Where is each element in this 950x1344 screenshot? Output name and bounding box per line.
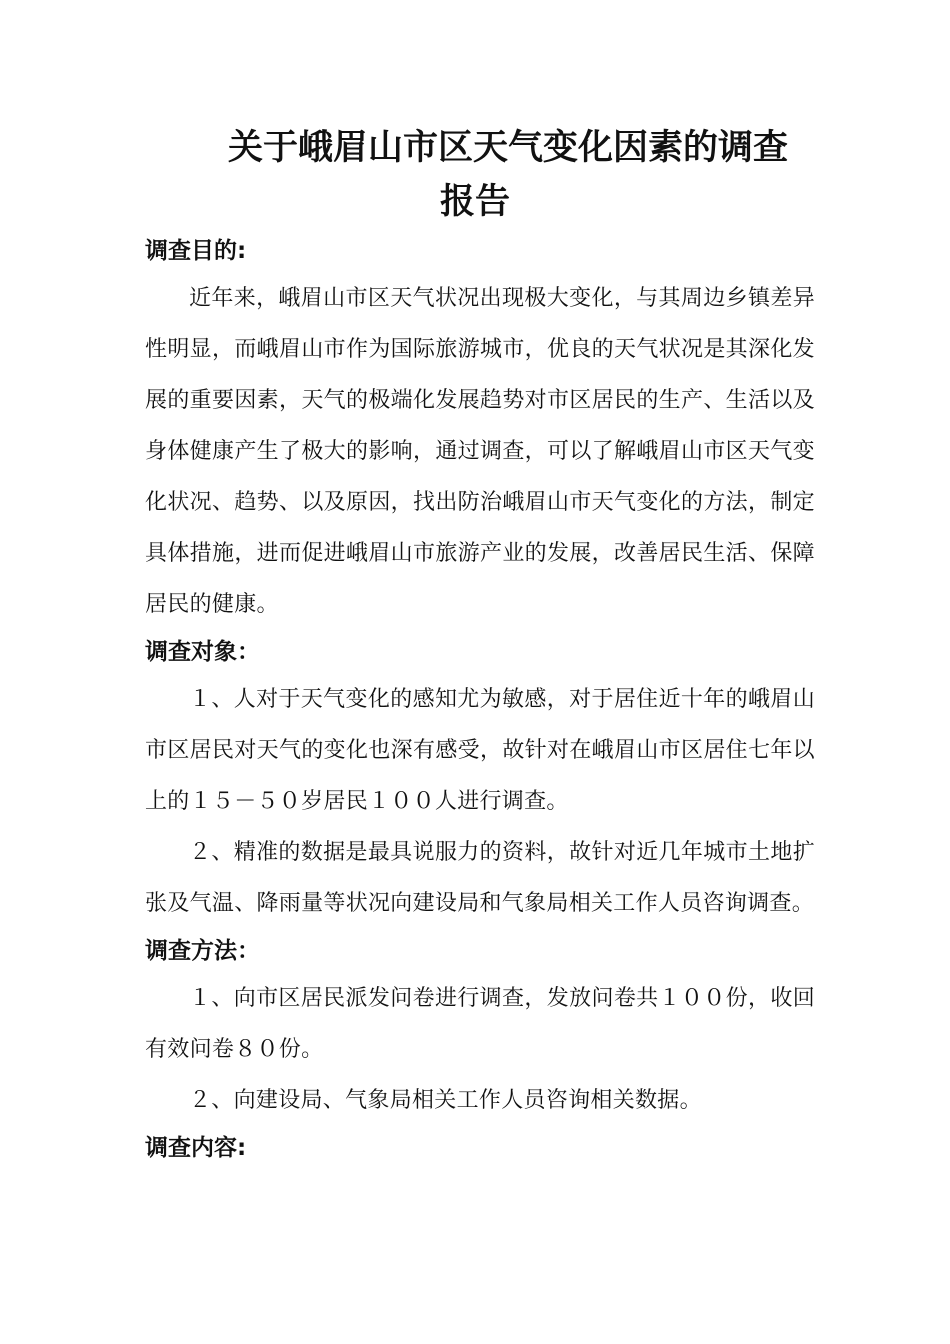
title-line-1: 关于峨眉山市区天气变化因素的调查 (228, 128, 789, 168)
section-heading-subjects: 调查对象： (145, 639, 260, 665)
title-line-2: 报告 (440, 182, 511, 222)
paragraph-subjects-2: ２、精准的数据是最具说服力的资料，故针对近几年城市土地扩张及气温、降雨量等状况向建设局和气象局相关工作人员咨询调查。 (145, 840, 815, 916)
section-heading-purpose: 调查目的: (145, 238, 247, 264)
section-heading-content: 调查内容: (145, 1135, 247, 1161)
paragraph-methods-2: ２、向建设局、气象局相关工作人员咨询相关数据。 (189, 1088, 702, 1113)
paragraph-methods-1: １、向市区居民派发问卷进行调查，发放问卷共１００份，收回有效问卷８０份。 (145, 986, 815, 1062)
section-subjects (145, 630, 815, 929)
paragraph-subjects-1: １、人对于天气变化的感知尤为敏感，对于居住近十年的峨眉山市区居民对天气的变化也深有感受，故针对在峨眉山市区居住七年以上的１５－５０岁居民１００人进行调查。 (145, 687, 815, 814)
document-body (145, 229, 815, 1170)
section-content (145, 1126, 815, 1170)
section-heading-methods: 调查方法： (145, 938, 260, 964)
paragraph-purpose: 近年来，峨眉山市区天气状况出现极大变化，与其周边乡镇差异性明显，而峨眉山市作为国际旅游城市，优良的天气状况是其深化发展的重要因素，天气的极端化发展趋势对市区居民的生产、生活以及身体健康产生了极大的影响，通过调查，可以了解峨眉山市区天气变化状况、趋势、以及原因，找出防治峨眉山市天气变化的方法，制定具体措施，进而促进峨眉山市旅游产业的发展，改善居民生活、保障居民的健康。 (145, 286, 815, 617)
section-purpose (145, 229, 815, 630)
section-methods (145, 929, 815, 1126)
